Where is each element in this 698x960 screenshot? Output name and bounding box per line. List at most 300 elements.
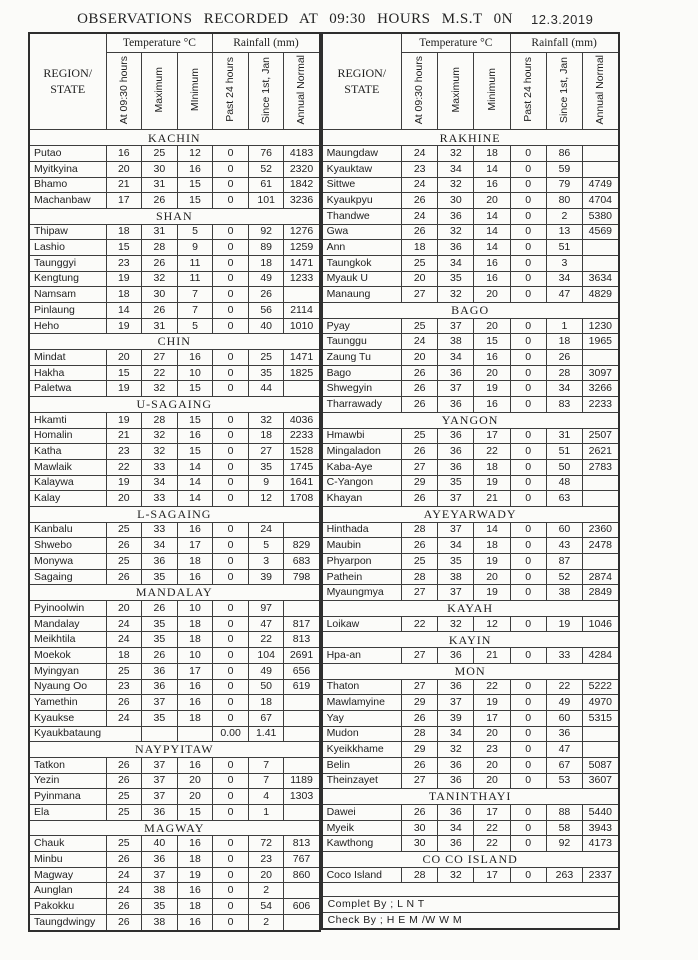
- station-name: Kawthong: [322, 836, 402, 852]
- station-row: [322, 318, 619, 334]
- observation-value: 0: [213, 601, 249, 617]
- observation-value: 2849: [583, 585, 619, 601]
- observation-value: 1276: [284, 224, 320, 240]
- observation-value: [583, 240, 619, 256]
- observation-value: 28: [142, 412, 178, 428]
- observation-value: 26: [402, 224, 438, 240]
- observation-value: 18: [106, 648, 142, 664]
- observation-value: 34: [438, 820, 474, 836]
- station-row: [29, 632, 320, 648]
- observation-value: 0: [213, 381, 249, 397]
- observation-value: 20: [474, 726, 510, 742]
- observation-value: 37: [142, 867, 178, 883]
- section-header-row: [322, 130, 619, 146]
- station-row: [322, 365, 619, 381]
- observation-value: [583, 146, 619, 162]
- observation-value: 0: [510, 365, 546, 381]
- station-row: [29, 428, 320, 444]
- observation-value: 0: [510, 695, 546, 711]
- station-row: [322, 710, 619, 726]
- observation-value: 14: [474, 224, 510, 240]
- observation-value: 0: [213, 522, 249, 538]
- station-row: [29, 255, 320, 271]
- observation-value: 1641: [284, 475, 320, 491]
- station-name: Mingaladon: [322, 444, 402, 460]
- station-name: Machanbaw: [29, 193, 106, 209]
- observation-value: 34: [438, 726, 474, 742]
- observation-value: 27: [248, 444, 284, 460]
- section-title: KAYAH: [322, 601, 619, 617]
- observation-value: 0: [510, 820, 546, 836]
- observation-value: 34: [438, 350, 474, 366]
- observation-value: 19: [177, 867, 213, 883]
- station-row: [322, 444, 619, 460]
- observation-value: 88: [546, 805, 582, 821]
- station-name: Meikhtila: [29, 632, 106, 648]
- observation-value: 38: [438, 569, 474, 585]
- observation-value: 104: [248, 648, 284, 664]
- observation-value: 25: [402, 554, 438, 570]
- station-row: [29, 757, 320, 773]
- observation-value: 40: [142, 836, 178, 852]
- region-state-header: [322, 33, 402, 130]
- section-title: SHAN: [29, 208, 320, 224]
- observation-value: 36: [142, 805, 178, 821]
- observation-value: 37: [438, 522, 474, 538]
- observation-value: 27: [402, 773, 438, 789]
- observation-value: 12: [474, 616, 510, 632]
- observation-value: 0: [510, 287, 546, 303]
- observation-value: 656: [284, 663, 320, 679]
- observation-value: 14: [474, 208, 510, 224]
- section-header-row: [29, 506, 320, 522]
- observation-value: 0: [213, 554, 249, 570]
- station-name: Kalay: [29, 491, 106, 507]
- station-row: [322, 491, 619, 507]
- observation-value: 20: [177, 773, 213, 789]
- station-name: Pathein: [322, 569, 402, 585]
- station-name: Bhamo: [29, 177, 106, 193]
- observation-value: 37: [142, 789, 178, 805]
- station-row: [322, 679, 619, 695]
- observation-value: 18: [106, 287, 142, 303]
- station-row: [322, 208, 619, 224]
- observation-value: 16: [177, 914, 213, 930]
- observation-value: 34: [438, 538, 474, 554]
- observation-value: [142, 726, 178, 742]
- station-row: [322, 193, 619, 209]
- observation-value: 36: [438, 444, 474, 460]
- observation-value: 26: [142, 648, 178, 664]
- station-name: C-Yangon: [322, 475, 402, 491]
- station-row: [29, 381, 320, 397]
- station-name: Namsam: [29, 287, 106, 303]
- observation-value: 0: [213, 161, 249, 177]
- observation-value: 1825: [284, 365, 320, 381]
- observation-value: 15: [474, 334, 510, 350]
- observation-value: 20: [248, 867, 284, 883]
- observation-value: 5222: [583, 679, 619, 695]
- observation-value: [583, 255, 619, 271]
- observation-value: 23: [248, 852, 284, 868]
- observation-value: 0: [510, 177, 546, 193]
- station-row: [322, 287, 619, 303]
- signature-text: Complet By ; L N T: [322, 897, 619, 913]
- observation-value: 3607: [583, 773, 619, 789]
- observation-value: 20: [106, 491, 142, 507]
- station-row: [322, 569, 619, 585]
- observation-value: 20: [474, 318, 510, 334]
- col-minimum-header: MInimum: [177, 53, 213, 130]
- col-maximum-header: Maximum: [438, 53, 474, 130]
- station-row: [29, 350, 320, 366]
- observation-value: 26: [402, 538, 438, 554]
- observation-value: 20: [106, 350, 142, 366]
- observation-value: 1230: [583, 318, 619, 334]
- station-row: [29, 679, 320, 695]
- observation-value: 4970: [583, 695, 619, 711]
- section-title: AYEYARWADY: [322, 506, 619, 522]
- observation-value: 1233: [284, 271, 320, 287]
- observation-value: 32: [248, 412, 284, 428]
- observation-value: 21: [106, 428, 142, 444]
- observation-value: 0: [510, 538, 546, 554]
- observation-value: 2233: [284, 428, 320, 444]
- station-row: [322, 240, 619, 256]
- observation-value: 36: [438, 648, 474, 664]
- observation-value: 14: [106, 303, 142, 319]
- right-observations-table: [321, 32, 620, 930]
- observation-value: 36: [438, 679, 474, 695]
- observation-value: 23: [402, 161, 438, 177]
- col-annualnormal-header: Annual Normal: [284, 53, 320, 130]
- station-name: Manaung: [322, 287, 402, 303]
- station-name: Pakokku: [29, 899, 106, 915]
- station-name: Magway: [29, 867, 106, 883]
- observation-value: 18: [474, 538, 510, 554]
- observation-value: 10: [177, 601, 213, 617]
- observation-value: 1.41: [248, 726, 284, 742]
- observation-value: 35: [142, 899, 178, 915]
- observation-value: 0: [213, 303, 249, 319]
- observation-value: 19: [106, 412, 142, 428]
- station-name: Myitkyina: [29, 161, 106, 177]
- observation-value: 48: [546, 475, 582, 491]
- observation-value: 35: [142, 616, 178, 632]
- section-title: L-SAGAING: [29, 506, 320, 522]
- observation-value: 12: [177, 146, 213, 162]
- station-name: Aunglan: [29, 883, 106, 899]
- observation-value: 0: [213, 836, 249, 852]
- observation-value: [583, 161, 619, 177]
- observation-value: 50: [546, 459, 582, 475]
- observation-value: 0: [213, 350, 249, 366]
- observation-value: 16: [177, 428, 213, 444]
- station-name: Loikaw: [322, 616, 402, 632]
- observation-value: 51: [546, 240, 582, 256]
- observation-value: 26: [402, 805, 438, 821]
- observation-value: 3236: [284, 193, 320, 209]
- section-title: BAGO: [322, 303, 619, 319]
- station-row: [29, 240, 320, 256]
- observation-value: 9: [177, 240, 213, 256]
- observation-value: 1745: [284, 459, 320, 475]
- observation-value: 33: [142, 491, 178, 507]
- section-title: KAYIN: [322, 632, 619, 648]
- observation-value: 3097: [583, 365, 619, 381]
- station-name: Pinlaung: [29, 303, 106, 319]
- observation-value: 18: [474, 459, 510, 475]
- observation-value: 0: [510, 867, 546, 883]
- station-row: [322, 146, 619, 162]
- observation-value: 2874: [583, 569, 619, 585]
- station-name: Heho: [29, 318, 106, 334]
- observation-value: 829: [284, 538, 320, 554]
- signature-row: [322, 913, 619, 929]
- section-title: MAGWAY: [29, 820, 320, 836]
- right-table-body: [322, 130, 619, 929]
- observation-value: 36: [438, 365, 474, 381]
- observation-value: 36: [142, 852, 178, 868]
- observation-value: 14: [474, 161, 510, 177]
- observation-value: 56: [248, 303, 284, 319]
- observation-value: 20: [106, 601, 142, 617]
- observation-value: 5440: [583, 805, 619, 821]
- observation-value: 7: [248, 773, 284, 789]
- station-name: Minbu: [29, 852, 106, 868]
- station-row: [29, 899, 320, 915]
- observation-value: 3: [248, 554, 284, 570]
- observation-value: 16: [177, 350, 213, 366]
- observation-value: 4749: [583, 177, 619, 193]
- observation-value: 0: [510, 208, 546, 224]
- rainfall-group-header: Rainfall (mm): [213, 33, 320, 53]
- observation-value: 15: [177, 444, 213, 460]
- station-name: Monywa: [29, 554, 106, 570]
- observation-value: 0: [510, 146, 546, 162]
- station-name: Chauk: [29, 836, 106, 852]
- observation-value: 0: [510, 318, 546, 334]
- station-row: [29, 444, 320, 460]
- observation-value: 15: [177, 805, 213, 821]
- observation-value: 0: [213, 899, 249, 915]
- station-row: [29, 867, 320, 883]
- observation-value: 40: [248, 318, 284, 334]
- observation-value: 49: [248, 271, 284, 287]
- station-row: [29, 852, 320, 868]
- observation-value: 17: [474, 428, 510, 444]
- observation-value: 36: [142, 554, 178, 570]
- observation-value: 1965: [583, 334, 619, 350]
- observation-value: 14: [177, 475, 213, 491]
- observation-value: 25: [402, 318, 438, 334]
- station-name: Paletwa: [29, 381, 106, 397]
- observation-value: 1303: [284, 789, 320, 805]
- section-header-row: [29, 208, 320, 224]
- observation-value: 1471: [284, 350, 320, 366]
- station-name: Hmawbi: [322, 428, 402, 444]
- observation-value: 0: [510, 491, 546, 507]
- observation-value: 683: [284, 554, 320, 570]
- observation-value: 0: [510, 836, 546, 852]
- station-row: [29, 193, 320, 209]
- station-row: [29, 365, 320, 381]
- station-row: [322, 475, 619, 491]
- observation-value: 23: [106, 444, 142, 460]
- observation-value: 0: [510, 397, 546, 413]
- observation-value: 15: [106, 240, 142, 256]
- observation-value: 29: [402, 695, 438, 711]
- observation-value: 15: [177, 412, 213, 428]
- observation-value: 27: [402, 679, 438, 695]
- observation-value: 28: [402, 569, 438, 585]
- observation-value: 34: [142, 475, 178, 491]
- observation-value: 0: [510, 648, 546, 664]
- observation-value: 19: [106, 271, 142, 287]
- observation-value: 0: [510, 271, 546, 287]
- observation-value: 24: [106, 616, 142, 632]
- observation-value: 36: [438, 836, 474, 852]
- section-header-row: [322, 663, 619, 679]
- station-row: [322, 522, 619, 538]
- observation-value: 36: [438, 757, 474, 773]
- observation-value: 25: [402, 255, 438, 271]
- observation-value: 26: [106, 757, 142, 773]
- observation-value: 25: [248, 350, 284, 366]
- observation-value: [583, 350, 619, 366]
- col-annualnormal-header: Annual Normal: [583, 53, 619, 130]
- observation-value: 0: [510, 444, 546, 460]
- observation-value: 23: [474, 742, 510, 758]
- station-row: [29, 773, 320, 789]
- observation-value: 16: [177, 695, 213, 711]
- observation-value: 2360: [583, 522, 619, 538]
- observation-value: 18: [402, 240, 438, 256]
- observation-value: 26: [106, 899, 142, 915]
- station-row: [29, 177, 320, 193]
- section-header-row: [29, 130, 320, 146]
- observation-value: 26: [142, 255, 178, 271]
- observation-value: 1528: [284, 444, 320, 460]
- region-header-line2: STATE: [344, 81, 380, 96]
- observation-value: 30: [142, 161, 178, 177]
- observation-value: 16: [474, 271, 510, 287]
- station-row: [322, 726, 619, 742]
- observation-value: 18: [177, 710, 213, 726]
- section-header-row: [322, 506, 619, 522]
- observation-value: 1189: [284, 773, 320, 789]
- station-row: [322, 836, 619, 852]
- observation-value: [284, 805, 320, 821]
- station-row: [322, 554, 619, 570]
- observation-value: 263: [546, 867, 582, 883]
- observation-value: 31: [546, 428, 582, 444]
- observation-value: 32: [438, 867, 474, 883]
- observation-value: 101: [248, 193, 284, 209]
- observation-value: 35: [438, 271, 474, 287]
- observation-value: 24: [402, 146, 438, 162]
- col-since1jan-header: Since 1st, Jan: [546, 53, 582, 130]
- observation-value: 51: [546, 444, 582, 460]
- station-name: Taungkok: [322, 255, 402, 271]
- observation-value: 43: [546, 538, 582, 554]
- observation-value: 20: [106, 161, 142, 177]
- observation-value: 0: [213, 318, 249, 334]
- station-row: [322, 350, 619, 366]
- station-name: Homalin: [29, 428, 106, 444]
- observation-value: 36: [438, 428, 474, 444]
- station-name: Putao: [29, 146, 106, 162]
- section-header-row: [322, 412, 619, 428]
- section-title: MON: [322, 663, 619, 679]
- observation-value: 26: [142, 193, 178, 209]
- observation-value: [284, 381, 320, 397]
- observation-value: 25: [106, 522, 142, 538]
- observation-value: 92: [546, 836, 582, 852]
- station-name: Shwebo: [29, 538, 106, 554]
- observation-value: 0: [213, 569, 249, 585]
- observation-value: 0: [510, 381, 546, 397]
- observation-value: [284, 287, 320, 303]
- observation-value: 19: [106, 318, 142, 334]
- observation-value: 0: [213, 663, 249, 679]
- observation-value: 20: [474, 569, 510, 585]
- observation-value: 18: [106, 224, 142, 240]
- observation-value: 0: [213, 710, 249, 726]
- observation-value: 30: [438, 193, 474, 209]
- observation-value: 0: [213, 679, 249, 695]
- observation-value: 17: [474, 867, 510, 883]
- observation-value: 25: [106, 663, 142, 679]
- observation-value: 30: [402, 836, 438, 852]
- section-header-row: [322, 789, 619, 805]
- station-name: Myauk U: [322, 271, 402, 287]
- station-row: [29, 224, 320, 240]
- observation-value: 1708: [284, 491, 320, 507]
- col-minimum-header: Minimum: [474, 53, 510, 130]
- observation-value: 16: [474, 350, 510, 366]
- observation-value: 26: [402, 397, 438, 413]
- observation-value: 17: [474, 805, 510, 821]
- station-name: Taunggu: [322, 334, 402, 350]
- observation-value: 28: [402, 726, 438, 742]
- station-row: [29, 648, 320, 664]
- station-name: Katha: [29, 444, 106, 460]
- observation-value: 26: [402, 381, 438, 397]
- observation-value: 0: [510, 428, 546, 444]
- observation-value: 0: [213, 240, 249, 256]
- observation-value: 3: [546, 255, 582, 271]
- signature-row: [322, 897, 619, 913]
- station-row: [29, 287, 320, 303]
- observation-value: 0: [510, 224, 546, 240]
- observation-value: 14: [474, 522, 510, 538]
- observation-value: 0: [213, 789, 249, 805]
- observation-value: 860: [284, 867, 320, 883]
- observation-value: 1: [248, 805, 284, 821]
- station-name: Kalaywa: [29, 475, 106, 491]
- region-header-line1: REGION/: [337, 66, 387, 81]
- section-header-row: [29, 397, 320, 413]
- observation-value: 3943: [583, 820, 619, 836]
- observation-value: 0: [510, 522, 546, 538]
- observation-value: 19: [546, 616, 582, 632]
- station-row: [322, 757, 619, 773]
- temperature-group-header: Temperature °C: [402, 33, 511, 53]
- station-row: [29, 475, 320, 491]
- observation-value: 0: [213, 538, 249, 554]
- observation-value: 63: [546, 491, 582, 507]
